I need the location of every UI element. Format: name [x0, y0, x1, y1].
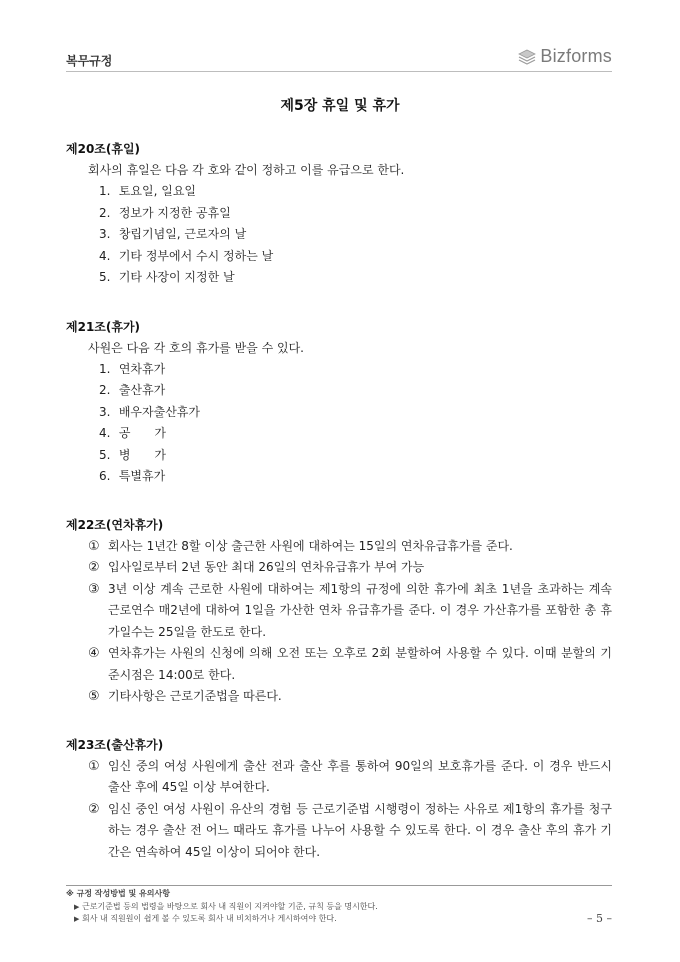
brand-logo — [518, 46, 612, 67]
article-heading: 제22조(연차휴가) — [66, 517, 164, 532]
list-item: 5. 병 가 — [99, 447, 167, 462]
list-item: 2. 출산휴가 — [99, 383, 166, 397]
list-item: 1. 토요일, 일요일 — [99, 184, 197, 198]
article-21 — [66, 318, 612, 488]
triangle-bullet-icon: ▶ — [74, 902, 80, 911]
list-item: 3. 배우자출산휴가 — [99, 404, 200, 419]
article-heading: 제20조(휴일) — [66, 142, 141, 156]
triangle-bullet-icon: ▶ — [74, 915, 80, 923]
list-item: 4. 기타 정부에서 수시 정하는 날 — [99, 248, 274, 263]
clause-list — [66, 536, 612, 708]
article-intro: 사원은 다음 각 호의 휴가를 받을 수 있다. — [88, 340, 304, 355]
page-header — [66, 46, 612, 72]
chapter-title: 제5장 휴일 및 휴가 — [280, 98, 400, 114]
writing-guidelines — [66, 888, 612, 926]
footer-divider — [66, 885, 612, 886]
bizforms-stack-icon — [518, 49, 536, 65]
page-number: – 5 – — [587, 912, 612, 925]
numbered-list — [66, 181, 612, 289]
clause-list — [66, 756, 612, 864]
article-20 — [66, 140, 612, 289]
clause-item: ④ 연차휴가는 사원의 신청에 의해 오전 또는 오후로 2회 분할하여 사용할 수 있다. 이때 분할의 기준시점은 14:00로 한다. — [88, 646, 612, 682]
list-item: 2. 정보가 지정한 공휴일 — [99, 205, 231, 220]
numbered-list — [66, 359, 612, 488]
list-item: 3. 창립기념일, 근로자의 날 — [99, 227, 247, 241]
clause-item: ③ 3년 이상 계속 근로한 사원에 대하여는 제1항의 규정에 의한 휴가에 최초 1년을 초과하는 계속 근로연수 매2년에 대하여 1일을 가산한 연차 유급휴가를 준다. 이 경우 가산휴가를 포함한 총 휴가일수는 25일을 한도로 한다. — [88, 581, 612, 639]
article-heading: 제21조(휴가) — [66, 319, 141, 334]
brand-name: Bizforms — [540, 46, 612, 66]
clause-item: ② 임신 중인 여성 사원이 유산의 경험 등 근로기준법 시행령이 정하는 사유로 제1항의 휴가를 청구하는 경우 출산 전 어느 때라도 휴가를 나누어 사용할 수 있도록 한다. 이 경우 출산 후의 휴가 기간은 연속하여 45일 이상이 되어야 한다. — [88, 801, 612, 859]
list-item: 4. 공 가 — [99, 426, 167, 440]
list-item: 5. 기타 사장이 지정한 날 — [99, 270, 235, 284]
document-body — [66, 140, 612, 863]
clause-item: ⑤ 기타사항은 근로기준법을 따른다. — [88, 689, 282, 704]
article-heading: 제23조(출산휴가) — [66, 737, 164, 752]
article-22 — [66, 516, 612, 708]
article-intro: 회사의 휴일은 다음 각 호와 같이 정하고 이를 유급으로 한다. — [88, 163, 405, 177]
document-category: 복무규정 — [66, 54, 113, 68]
list-item: 6. 특별휴가 — [99, 469, 166, 483]
header-divider — [66, 71, 612, 72]
clause-item: ① 회사는 1년간 8할 이상 출근한 사원에 대하여는 15일의 연차유급휴가를 준다. — [88, 538, 513, 554]
clause-item: ① 임신 중의 여성 사원에게 출산 전과 출산 후를 통하여 90일의 보호휴가를 준다. 이 경우 반드시 출산 후에 45일 이상 부여한다. — [88, 758, 612, 794]
note-item: ▶ 근로기준법 등의 법령을 바탕으로 회사 내 직원이 지켜야할 기준, 규칙 등을 명시한다. — [66, 901, 612, 914]
list-item: 1. 연차휴가 — [99, 361, 166, 376]
note-item: ▶ 회사 내 직원원이 쉽게 볼 수 있도록 회사 내 비치하거나 게시하여야 한다. — [66, 913, 612, 926]
notes-heading: ※ 규정 작성방법 및 유의사항 — [66, 889, 170, 898]
article-23 — [66, 736, 612, 864]
clause-item: ② 입사일로부터 2년 동안 최대 26일의 연차유급휴가 부여 가능 — [88, 560, 425, 575]
